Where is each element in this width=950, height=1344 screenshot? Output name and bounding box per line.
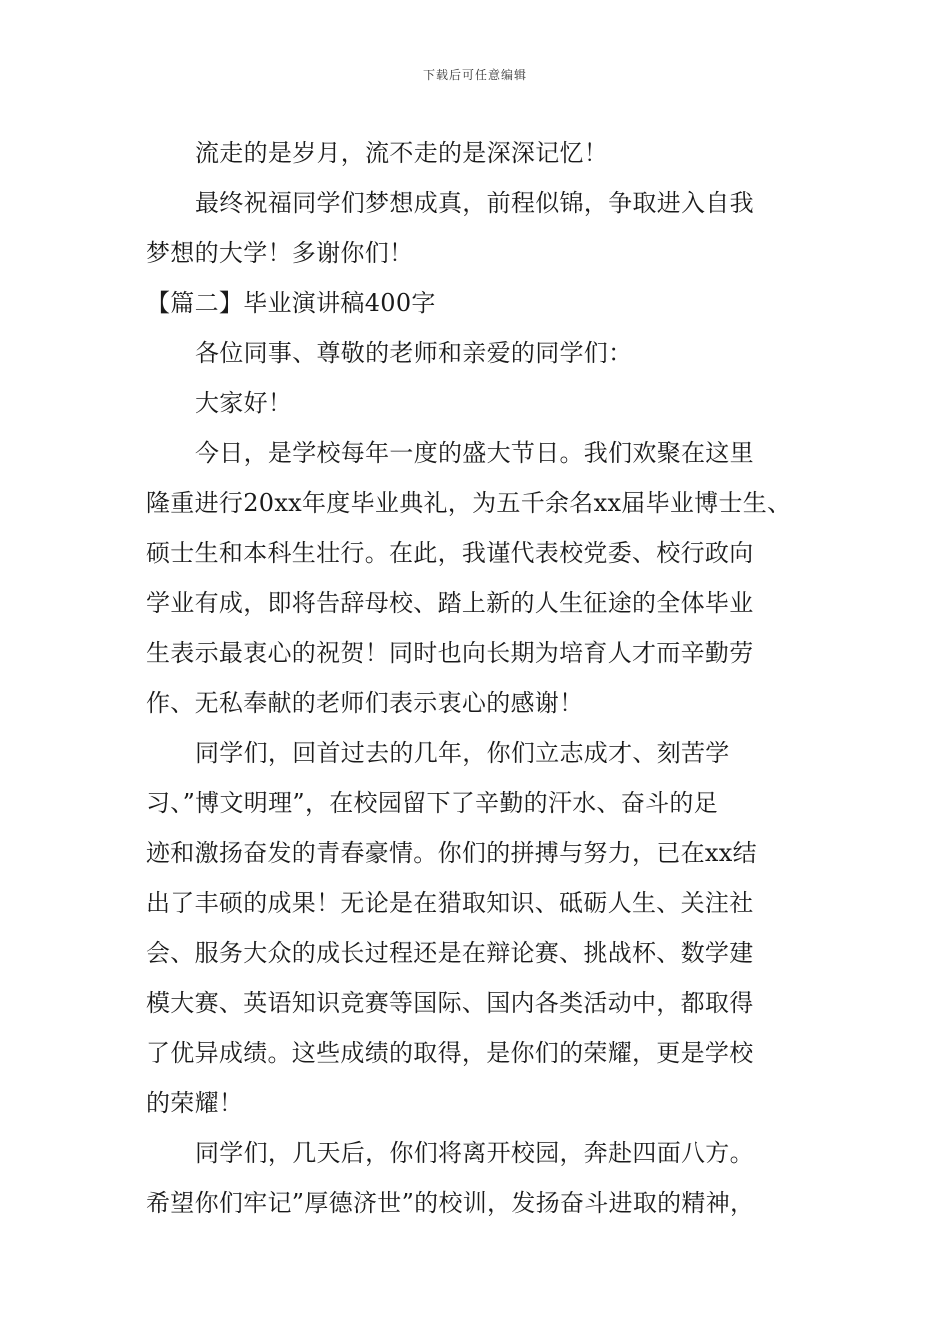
text-line: 了优异成绩。这些成绩的取得，是你们的荣耀，更是学校 [146,1039,754,1067]
text-line: 的荣耀！ [146,1089,244,1117]
text-line: 硕士生和本科生壮行。在此，我谨代表校党委、校行政向 [146,539,754,567]
text-line: 最终祝福同学们梦想成真，前程似锦，争取进入自我 [195,189,754,217]
text-line: 生表示最衷心的祝贺！同时也向长期为培育人才而辛勤劳 [146,639,754,667]
text-line: 今日，是学校每年一度的盛大节日。我们欢聚在这里 [195,439,754,467]
text-line: 习、”博文明理”，在校园留下了辛勤的汗水、奋斗的足 [146,789,719,817]
text-line: 模大赛、英语知识竞赛等国际、国内各类活动中，都取得 [146,989,754,1017]
page-header-note: 下载后可任意编辑 [422,68,527,82]
text-line: 梦想的大学！多谢你们！ [146,239,414,267]
text-line: 希望你们牢记”厚德济世”的校训，发扬奋斗进取的精神， [146,1189,755,1217]
text-line: 各位同事、尊敬的老师和亲爱的同学们： [195,339,633,367]
text-line: 流走的是岁月，流不走的是深深记忆！ [195,139,609,167]
text-line: 迹和激扬奋发的青春豪情。你们的拼搏与努力，已在xx结 [146,839,757,867]
text-line: 同学们，几天后，你们将离开校园，奔赴四面八方。 [195,1139,754,1167]
text-line: 【篇二】毕业演讲稿400字 [146,289,436,317]
text-line: 学业有成，即将告辞母校、踏上新的人生征途的全体毕业 [146,589,754,617]
text-line: 隆重进行20xx年度毕业典礼，为五千余名xx届毕业博士生、 [146,489,792,517]
text-line: 作、无私奉献的老师们表示衷心的感谢！ [146,689,584,717]
document-body [146,128,826,1228]
text-line: 会、服务大众的成长过程还是在辩论赛、挑战杯、数学建 [146,939,754,967]
text-line: 大家好！ [195,389,293,417]
text-line: 同学们，回首过去的几年，你们立志成才、刻苦学 [195,739,730,767]
text-line: 出了丰硕的成果！无论是在猎取知识、砥砺人生、关注社 [146,889,754,917]
